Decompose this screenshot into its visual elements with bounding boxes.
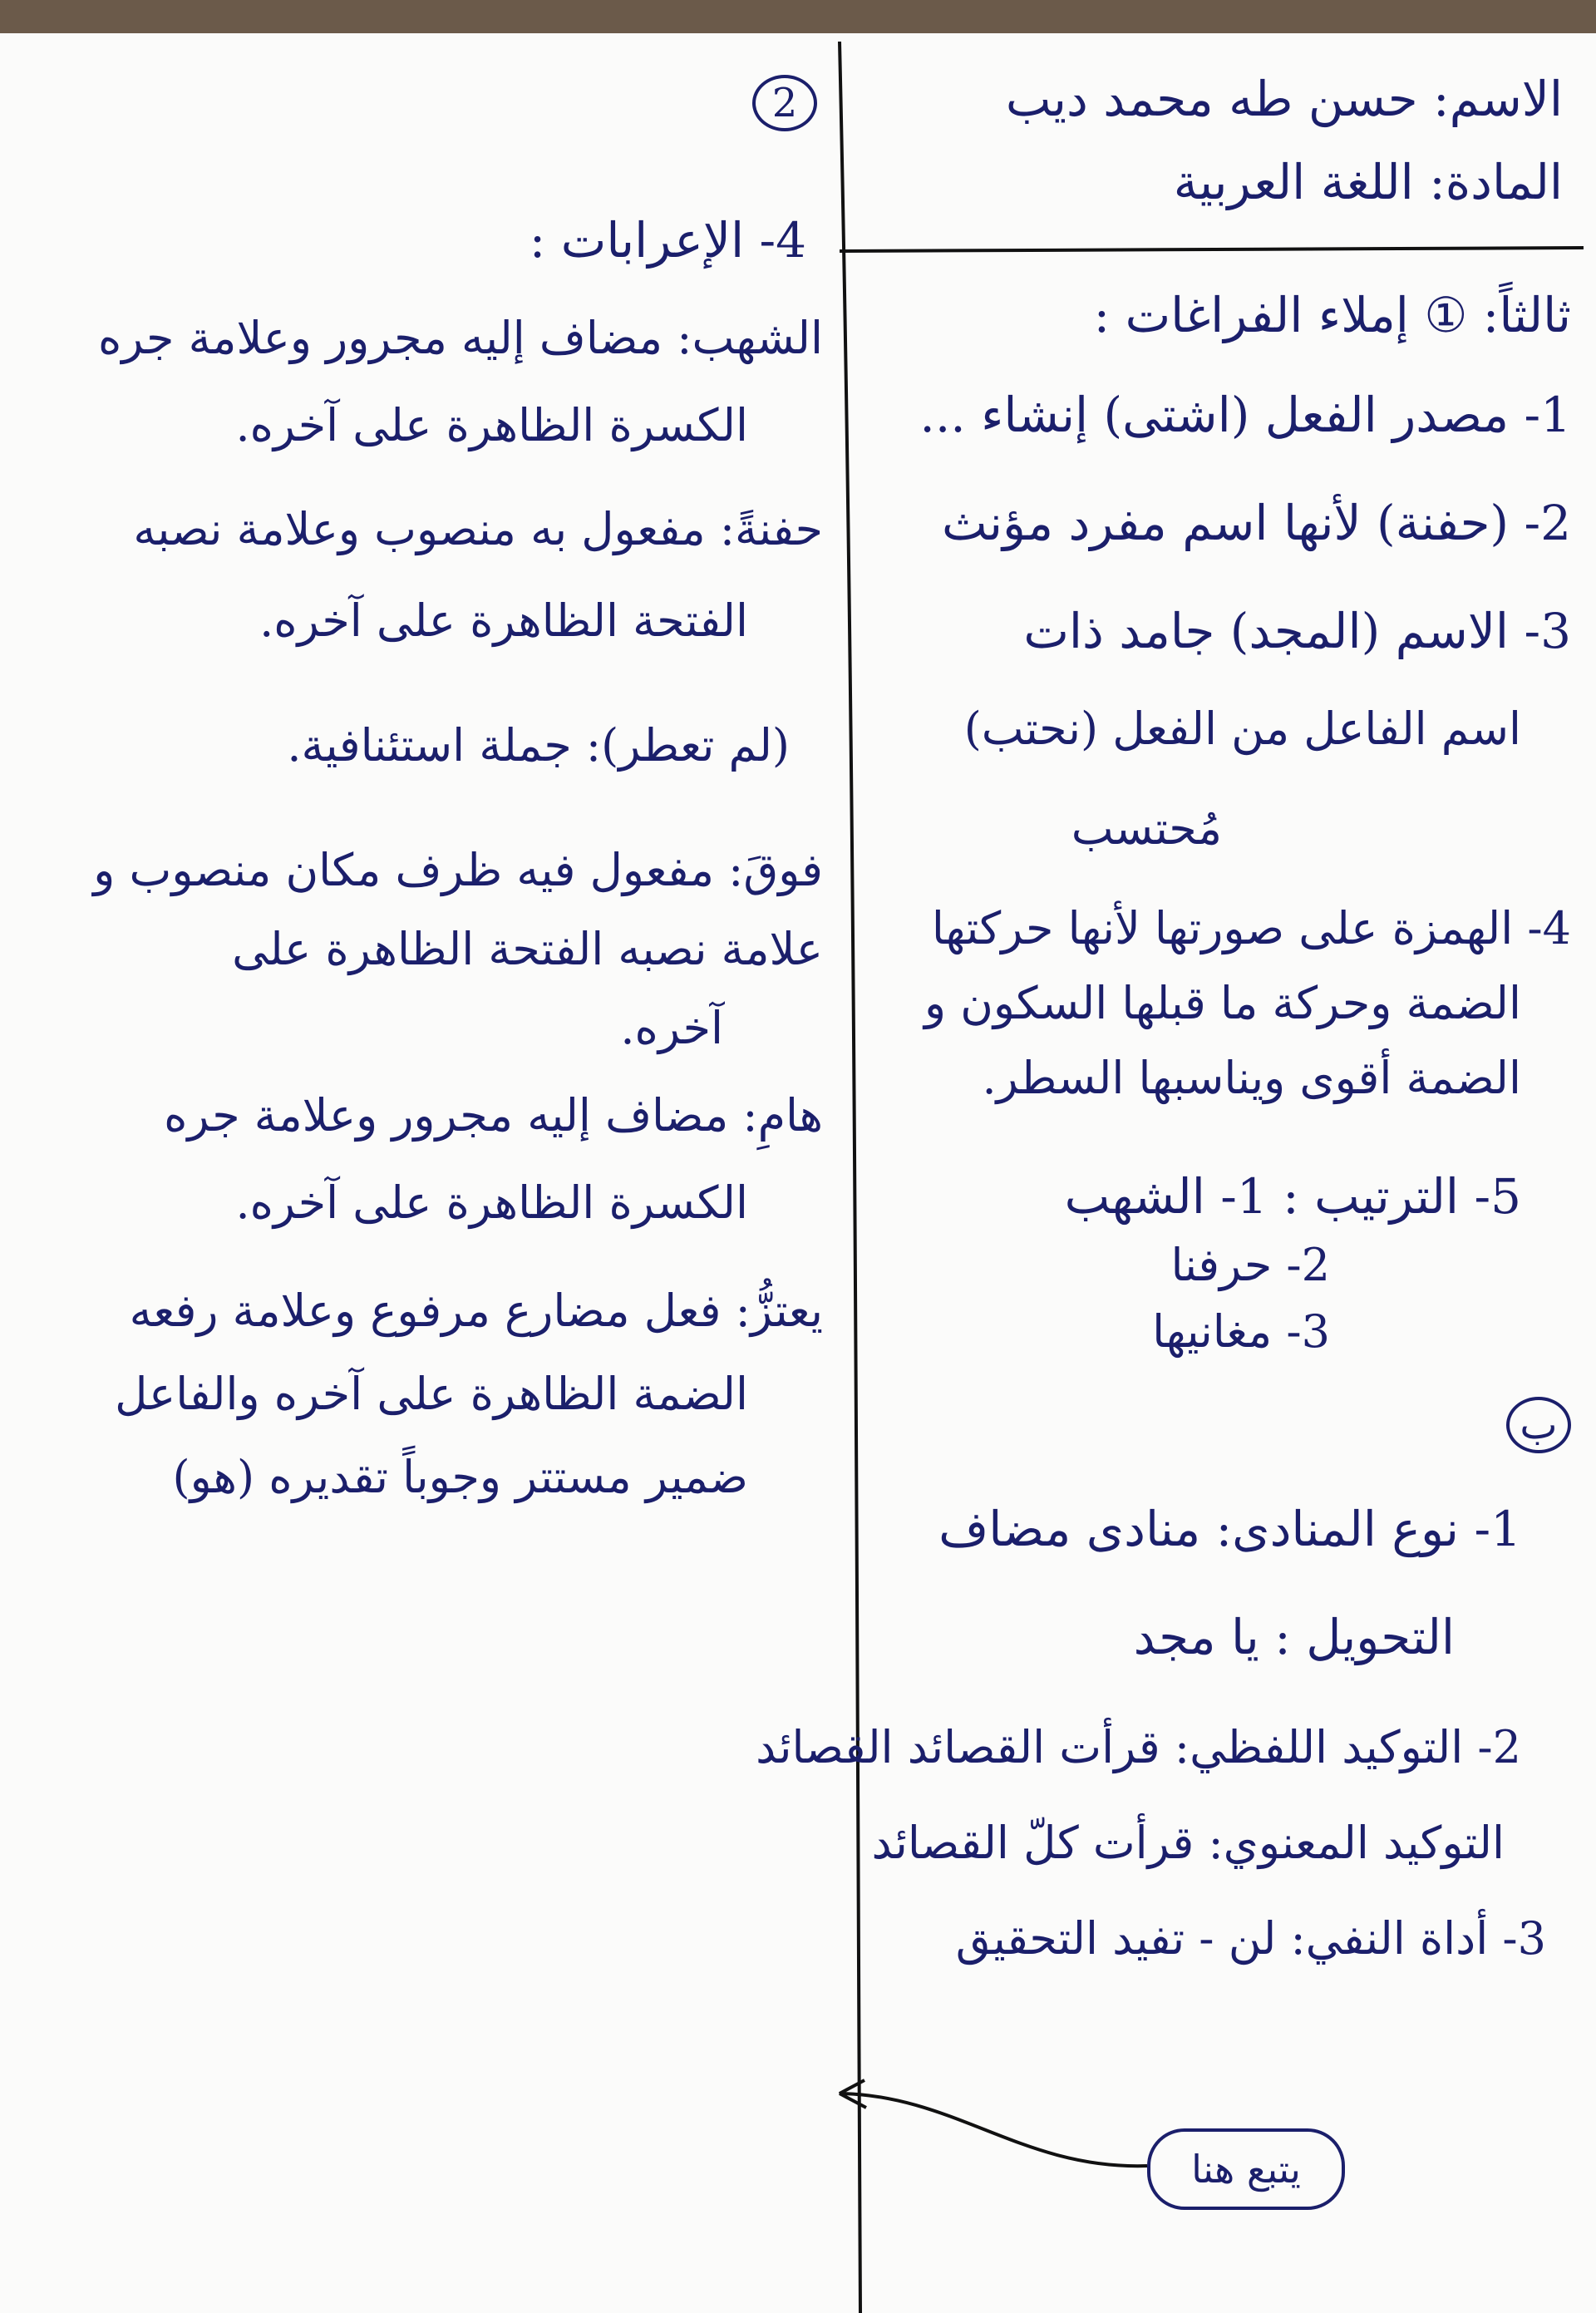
- left-item: الفتحة الظاهرة على آخره.: [259, 594, 748, 647]
- name-label: الاسم: [1449, 71, 1563, 127]
- left-item: فوقَ: مفعول فيه ظرف مكان منصوب و: [93, 844, 823, 896]
- right-item: 2- حرفنا: [1170, 1239, 1330, 1291]
- right-item-b: 2- التوكيد اللفظي: قرأت القصائد القصائد: [756, 1721, 1521, 1773]
- right-item: الضمة أقوى ويناسبها السطر.: [982, 1052, 1521, 1104]
- right-item: مُحتسب: [1071, 802, 1222, 855]
- left-item: يعتزُّ: فعل مضارع مرفوع وعلامة رفعه: [129, 1285, 823, 1337]
- right-column: [756, 274, 1571, 2103]
- right-item: 1- مصدر الفعل (اشتى) إنشاء ...: [919, 387, 1571, 443]
- left-item: الضمة الظاهرة على آخره والفاعل: [115, 1368, 748, 1420]
- left-column: [8, 158, 823, 1571]
- left-item: (لم تعطر): جملة استئنافية.: [287, 719, 790, 772]
- name-value: حسن طه محمد ديب: [1005, 71, 1418, 127]
- page-number: 2: [752, 75, 817, 131]
- name-line: الاسم: حسن طه محمد ديب: [1005, 71, 1563, 127]
- subject-value: اللغة العربية: [1173, 154, 1414, 210]
- left-item: حفنةً: مفعول به منصوب وعلامة نصبه: [133, 503, 823, 555]
- right-item: 4- الهمزة على صورتها لأنها حركتها: [931, 902, 1571, 954]
- left-item: الكسرة الظاهرة على آخره.: [235, 1176, 748, 1229]
- right-item-b: 1- نوع المنادى: منادى مضاف: [938, 1501, 1521, 1557]
- continue-label: يتبع هنا: [1147, 2128, 1345, 2210]
- left-section-title: 4- الإعرابات :: [529, 212, 806, 269]
- right-item: 3- الاسم (المجد) جامد ذات: [1023, 603, 1571, 659]
- left-item: ضمير مستتر وجوباً تقديره (هو): [172, 1451, 748, 1503]
- subject-line: المادة: اللغة العربية: [1173, 154, 1563, 210]
- right-item: 2- (حفنة) لأنها اسم مفرد مؤنث: [941, 495, 1571, 551]
- header: [864, 67, 1563, 249]
- subject-label: المادة: [1445, 154, 1563, 210]
- right-item-b: التحويل : يا مجد: [1133, 1609, 1455, 1665]
- right-item: اسم الفاعل من الفعل (نحتب): [963, 703, 1521, 755]
- right-item: 3- مغانيها: [1152, 1305, 1330, 1358]
- right-section-title: ثالثاً: ① إملاء الفراغات :: [1093, 287, 1571, 343]
- left-item: علامة نصبه الفتحة الظاهرة على: [232, 923, 823, 975]
- right-item-b: 3- أداة النفي: لن - تفيد التحقيق: [955, 1912, 1546, 1965]
- right-item: 5- الترتيب : 1- الشهب: [1064, 1168, 1521, 1225]
- left-item: الكسرة الظاهرة على آخره.: [235, 399, 748, 451]
- section-b-marker: ب: [1506, 1397, 1571, 1453]
- left-item: الشهب: مضاف إليه مجرور وعلامة جره: [97, 312, 823, 364]
- left-item: آخره.: [620, 1002, 723, 1054]
- right-item-b: التوكيد المعنوي: قرأت كلّ القصائد: [871, 1817, 1505, 1869]
- left-item: هامِ: مضاف إليه مجرور وعلامة جره: [164, 1089, 823, 1142]
- answer-sheet: [0, 33, 1596, 2313]
- right-item: الضمة وحركة ما قبلها السكون و: [924, 977, 1521, 1029]
